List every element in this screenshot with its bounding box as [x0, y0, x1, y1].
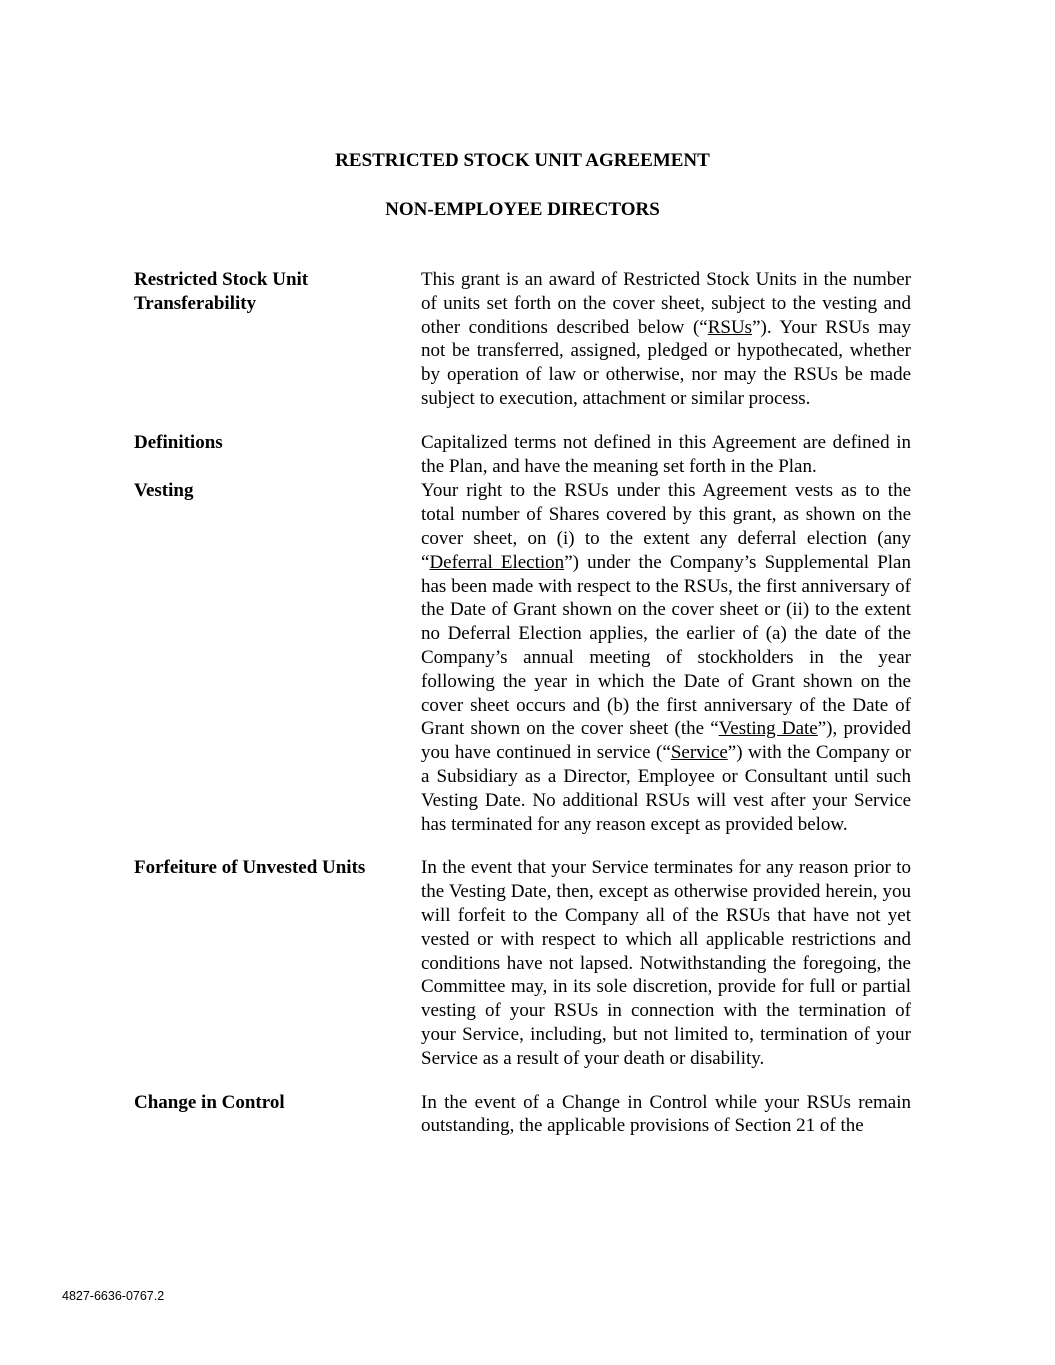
defined-term-service: Service: [670, 742, 728, 764]
defined-term-vesting-date: Vesting Date: [718, 718, 818, 740]
section-heading: Definitions: [134, 431, 223, 453]
section-heading: [134, 268, 404, 316]
document-footer-id: 4827-6636-0767.2: [62, 1289, 165, 1303]
body-text: ”) with the Company or a Subsidiary as a Director, Employee or Consultant until such Vesting Date. No additional RSUs will vest after your Service has terminated for any reason except as provided below.: [421, 742, 911, 835]
section-definitions: [134, 431, 914, 479]
defined-term-deferral-election: Deferral Election: [429, 551, 565, 573]
section-body: [421, 479, 911, 836]
heading-line-restricted-stock-unit: Restricted Stock Unit: [134, 269, 309, 290]
section-change-in-control: [134, 1091, 914, 1139]
body-text: Your right to the RSUs under this Agreement vests as to the total number of Shares covered by this grant, as shown on the cover sheet, on (i) to the extent any deferral election (any “: [421, 480, 911, 573]
body-text: ”), provided you have continued in service (“: [421, 718, 911, 764]
section-body: [421, 268, 911, 411]
section-heading: Change in Control: [134, 1091, 285, 1113]
heading-line-transferability: Transferability: [134, 293, 257, 314]
section-body: Capitalized terms not defined in this Agreement are defined in the Plan, and have the meaning set forth in the Plan.: [421, 431, 911, 477]
document-title: RESTRICTED STOCK UNIT AGREEMENT: [335, 150, 710, 171]
section-body: In the event that your Service terminates for any reason prior to the Vesting Date, then, except as otherwise provided herein, you will forfeit to the Company all of the RSUs that have not yet vested or with respect to which all applicable restrictions and conditions have not lapsed. Notwithstanding the foregoing, the Committee may, in its sole discretion, provide for full or partial vesting of your RSUs in connection with the termination of your Service, including, but not limited to, termination of your Service as a result of your death or disability.: [421, 857, 911, 1069]
section-heading: Vesting: [134, 480, 194, 502]
defined-term-rsus: RSUs: [707, 316, 753, 338]
section-body: In the event of a Change in Control while your RSUs remain outstanding, the applicable provisions of Section 21 of the: [421, 1091, 911, 1137]
section-heading: Forfeiture of Unvested Units: [134, 857, 366, 879]
section-transferability: [134, 268, 914, 411]
document-subtitle: NON-EMPLOYEE DIRECTORS: [385, 199, 660, 220]
agreement-sections: [134, 268, 914, 1138]
body-text: ”). Your RSUs may not be transferred, assigned, pledged or hypothecated, whether by operation of law or otherwise, nor may the RSUs be made subject to execution, attachment or similar process.: [421, 316, 911, 409]
section-forfeiture: [134, 856, 914, 1070]
section-vesting: [134, 479, 914, 836]
body-text: This grant is an award of Restricted Stock Units in the number of units set forth on the cover sheet, subject to the vesting and other conditions described below (“: [421, 269, 911, 338]
body-text: ”) under the Company’s Supplemental Plan has been made with respect to the RSUs, the first anniversary of the Date of Grant shown on the cover sheet or (ii) to the extent no Deferral Election applies, the earlier of (a) the date of the Company’s annual meeting of stockholders in the year following the year in which the Date of Grant shown on the cover sheet occurs and (b) the first anniversary of the Date of Grant shown on the cover sheet (the “: [421, 551, 911, 740]
